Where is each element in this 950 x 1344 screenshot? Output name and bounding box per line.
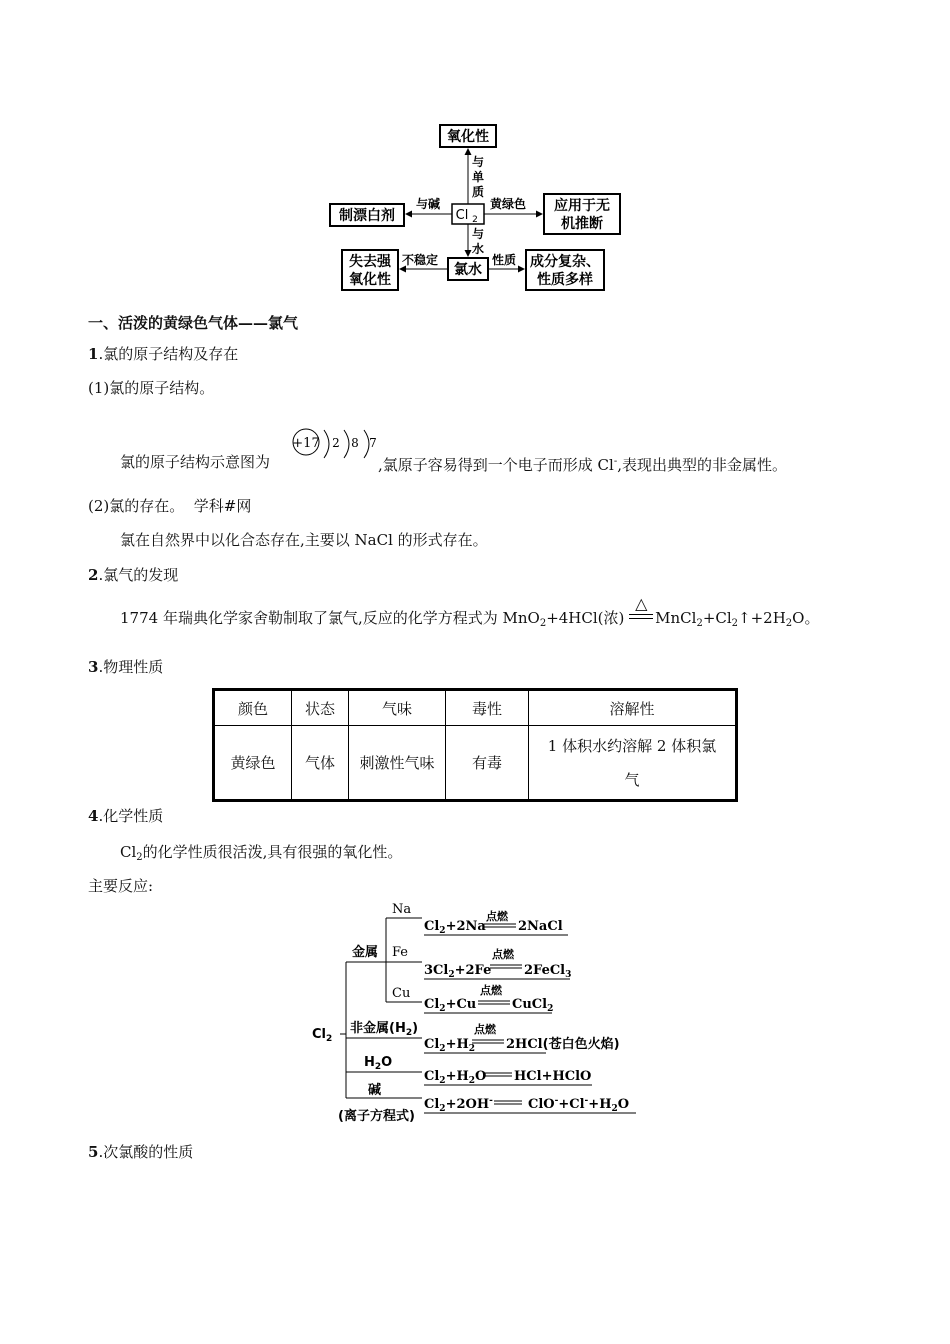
watermark: 学科#网 [193,497,252,515]
label-with-water-2: 水 [472,242,485,256]
table-row [214,726,737,801]
eq-fe-ignite: 点燃 [492,948,514,961]
table-cell: 气体 [292,726,349,801]
table-header: 颜色 [214,690,292,726]
table-header: 气味 [349,690,446,726]
label-yellow-green: 黄绿色 [490,197,527,211]
eq-cu-ignite: 点燃 [480,984,502,997]
subsection-1-title [88,344,238,364]
reaction-root: $Cl_2$ [312,1027,333,1044]
table-header-row [214,690,737,726]
table-cell: 刺激性气味 [349,726,446,801]
box-cl2-text: Cl [455,208,469,223]
reactions-diagram [306,898,646,1130]
table-cell: 有毒 [446,726,529,801]
branch-base: 碱 [368,1083,382,1098]
main-reactions-label: 主要反应: [88,877,154,895]
eq-h2: $Cl_2+H_2$ [424,1037,476,1054]
chem-intro: $Cl_2$的化学性质很活泼,具有很强的氧化性。 [120,843,403,863]
atom-shell-1: 2 [332,436,340,450]
label-with-water-1: 与 [472,227,485,241]
label-with-element-1: 与 [472,155,485,169]
atomic-structure-title: (1)氯的原子结构。 [88,379,215,397]
subsection-1-num: 1 [88,345,99,363]
eq-h2o: $Cl_2+H_2O$ [424,1069,487,1086]
atom-diagram [288,424,380,466]
box-application-line1: 应用于无 [554,198,610,214]
metal-fe: Fe [392,945,409,960]
eq-fe-product: 2FeCl$_3$ [524,963,572,980]
eq-h2-ignite: 点燃 [474,1023,496,1036]
label-with-element-2: 单 [472,170,485,184]
branch-nonmetal: 非金属$(H_2)$ [350,1021,419,1038]
label-property: 性质 [492,253,517,267]
box-complex-line2: 性质多样 [537,272,593,288]
eq-oh-product: $ClO^-+Cl^-+H_2O$ [528,1096,630,1114]
atom-text-after: ,氯原子容易得到一个电子而形成 Cl-,表现出典型的非金属性。 [378,456,787,474]
concept-map [320,120,640,300]
table-cell: 1 体积水约溶解 2 体积氯气 [529,726,737,801]
table-cell: 黄绿色 [214,726,292,801]
box-lose-line2: 氧化性 [349,272,391,288]
physical-properties-table [212,688,738,802]
eq-oh: $Cl_2+2OH^-$ [424,1096,493,1114]
atom-nucleus-charge: +17 [292,436,320,451]
metal-na: Na [392,902,412,917]
table-header: 状态 [292,690,349,726]
atom-shell-2: 8 [351,436,359,450]
eq-na: $Cl_2+2Na$ [424,919,486,936]
table-header: 毒性 [446,690,529,726]
atom-text-before: 氯的原子结构示意图为 [120,453,271,471]
atom-shell-3: 7 [369,436,377,450]
box-lose-line1: 失去强 [349,254,391,270]
subsection-1-text: .氯的原子结构及存在 [98,345,239,363]
eq-cu-product: CuCl$_2$ [512,997,554,1014]
discovery-text: 1774 年瑞典化学家舍勒制取了氯气,反应的化学方程式为 MnO$_2$+4HCl(浓) △ $MnCl_2+Cl_2↑+2H_2O$。 [120,594,820,629]
eq-h2o-product: HCl+HClO [514,1069,592,1084]
box-chlorine-water-text: 氯水 [454,262,482,278]
existence-text: 氯在自然界中以化合态存在,主要以 NaCl 的形式存在。 [120,531,488,549]
subsection-3-title: 3.物理性质 [88,658,164,676]
heating-condition: △ [629,608,655,628]
subsection-4-title: 4.化学性质 [88,807,164,825]
branch-ionic: (离子方程式) [338,1109,415,1124]
box-oxidizing-text: 氧化性 [447,129,489,145]
eq-cu: $Cl_2+Cu$ [424,997,477,1014]
table-header: 溶解性 [529,690,737,726]
metal-cu: Cu [392,986,411,1001]
eq-na-product: 2NaCl [518,919,563,934]
box-bleach-text: 制漂白剂 [339,208,395,224]
label-with-element-3: 质 [472,185,485,199]
eq-fe: $3Cl_2+2Fe$ [424,963,492,980]
box-application-line2: 机推断 [561,216,603,232]
eq-na-ignite: 点燃 [486,910,508,923]
section-heading: 一、活泼的黄绿色气体——氯气 [88,314,299,332]
subsection-5-title: 5.次氯酸的性质 [88,1143,194,1161]
box-complex-line1: 成分复杂、 [530,254,600,270]
eq-h2-product: 2HCl(苍白色火焰) [506,1037,620,1052]
existence-title: (2)氯的存在。 学科#网 [88,497,252,515]
branch-metal: 金属 [352,945,379,960]
subsection-2-title: 2.氯气的发现 [88,566,179,584]
box-cl2-sub: 2 [472,215,478,225]
label-unstable: 不稳定 [402,253,439,267]
label-with-base: 与碱 [416,197,441,211]
branch-water: $H_2O$ [364,1055,393,1072]
